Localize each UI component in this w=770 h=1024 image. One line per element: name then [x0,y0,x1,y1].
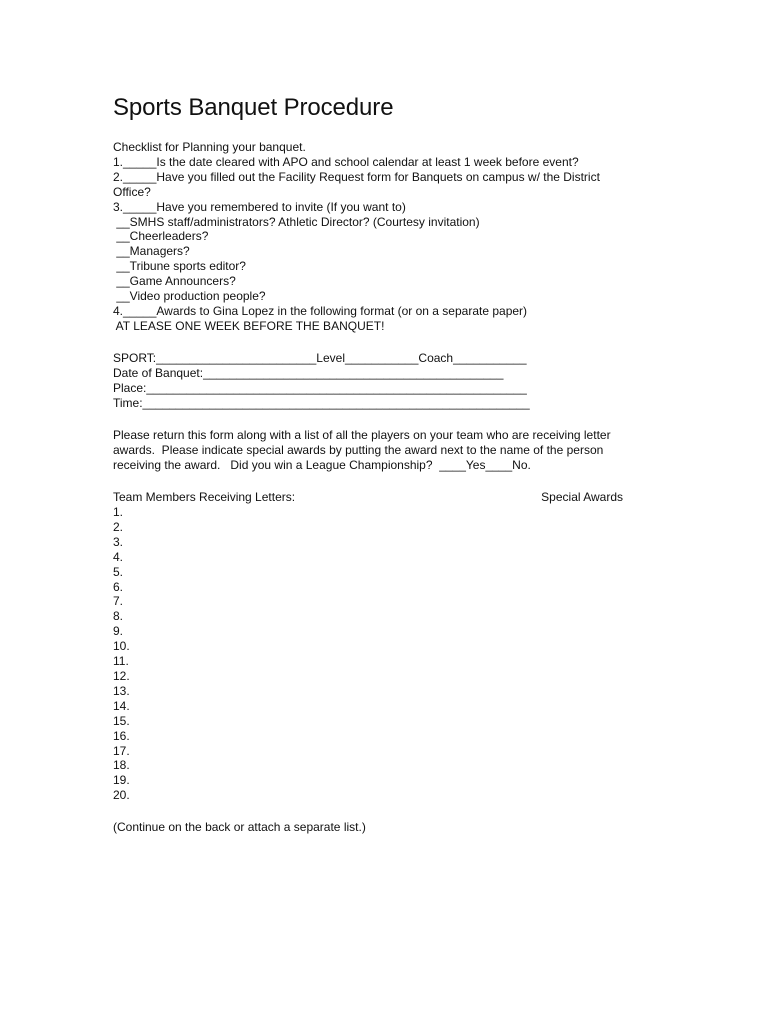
return-instructions-line-2: awards. Please indicate special awards by putting the award next to the name of the person [113,443,604,458]
page-title: Sports Banquet Procedure [113,94,394,121]
list-item-number: 16. [113,728,130,743]
date-field: Date of Banquet:_____________________________________________ [113,365,504,380]
invite-option-tribune: __Tribune sports editor? [113,259,246,274]
team-members-heading: Team Members Receiving Letters: [113,490,296,505]
list-item-number: 14. [113,698,130,713]
list-item-number: 20. [113,788,130,803]
time-field: Time:__________________________________________________________ [113,395,530,410]
checklist-intro: Checklist for Planning your banquet. [113,140,306,154]
invite-option-announcers: __Game Announcers? [113,274,236,289]
list-item-number: 9. [113,624,124,639]
checklist-item-1: 1._____Is the date cleared with APO and school calendar at least 1 week before event? [113,154,579,169]
checklist-item-4-note: AT LEASE ONE WEEK BEFORE THE BANQUET! [113,318,385,333]
return-instructions-line-3: receiving the award. Did you win a League Championship? ____Yes____No. [113,458,531,473]
spacer [113,473,653,490]
invite-option-staff: __SMHS staff/administrators? Athletic Director? (Courtesy invitation) [113,214,480,229]
list-item-number: 4. [113,549,124,564]
spacer [113,410,653,428]
document-page [113,92,653,835]
return-instructions-line-1: Please return this form along with a list of all the players on your team who are receiving letter [113,428,611,443]
list-headings [113,490,623,505]
list-item-number: 12. [113,669,130,683]
list-item-number: 10. [113,639,130,654]
list-item-number: 6. [113,579,124,594]
sport-field: SPORT:________________________Level___________Coach___________ [113,350,527,365]
list-item-number: 11. [113,654,129,669]
list-item-number: 15. [113,713,130,728]
checklist-item-3: 3._____Have you remembered to invite (If you want to) [113,199,406,214]
list-item-number: 18. [113,758,130,773]
list-item-number: 8. [113,609,124,624]
list-item-number: 13. [113,683,130,698]
list-item-number: 1. [113,505,124,520]
place-field: Place:_________________________________________________________ [113,380,527,395]
checklist-item-4: 4._____Awards to Gina Lopez in the following format (or on a separate paper) [113,303,528,318]
spacer [113,803,653,820]
checklist-item-2: 2._____Have you filled out the Facility Request form for Banquets on campus w/ the District [113,169,600,184]
special-awards-heading: Special Awards [541,490,623,505]
list-item-number: 7. [113,594,124,609]
invite-option-managers: __Managers? [113,244,190,259]
list-item-number: 17. [113,743,130,758]
team-member-list [113,505,653,803]
continue-note: (Continue on the back or attach a separate list.) [113,820,366,835]
list-item-number: 2. [113,519,124,534]
invite-option-cheerleaders: __Cheerleaders? [113,229,209,244]
spacer [113,334,653,351]
checklist-item-2-continued: Office? [113,184,151,199]
list-item-number: 3. [113,534,124,549]
invite-option-video: __Video production people? [113,289,266,304]
list-item-number: 5. [113,564,124,579]
list-item-number: 19. [113,773,130,788]
